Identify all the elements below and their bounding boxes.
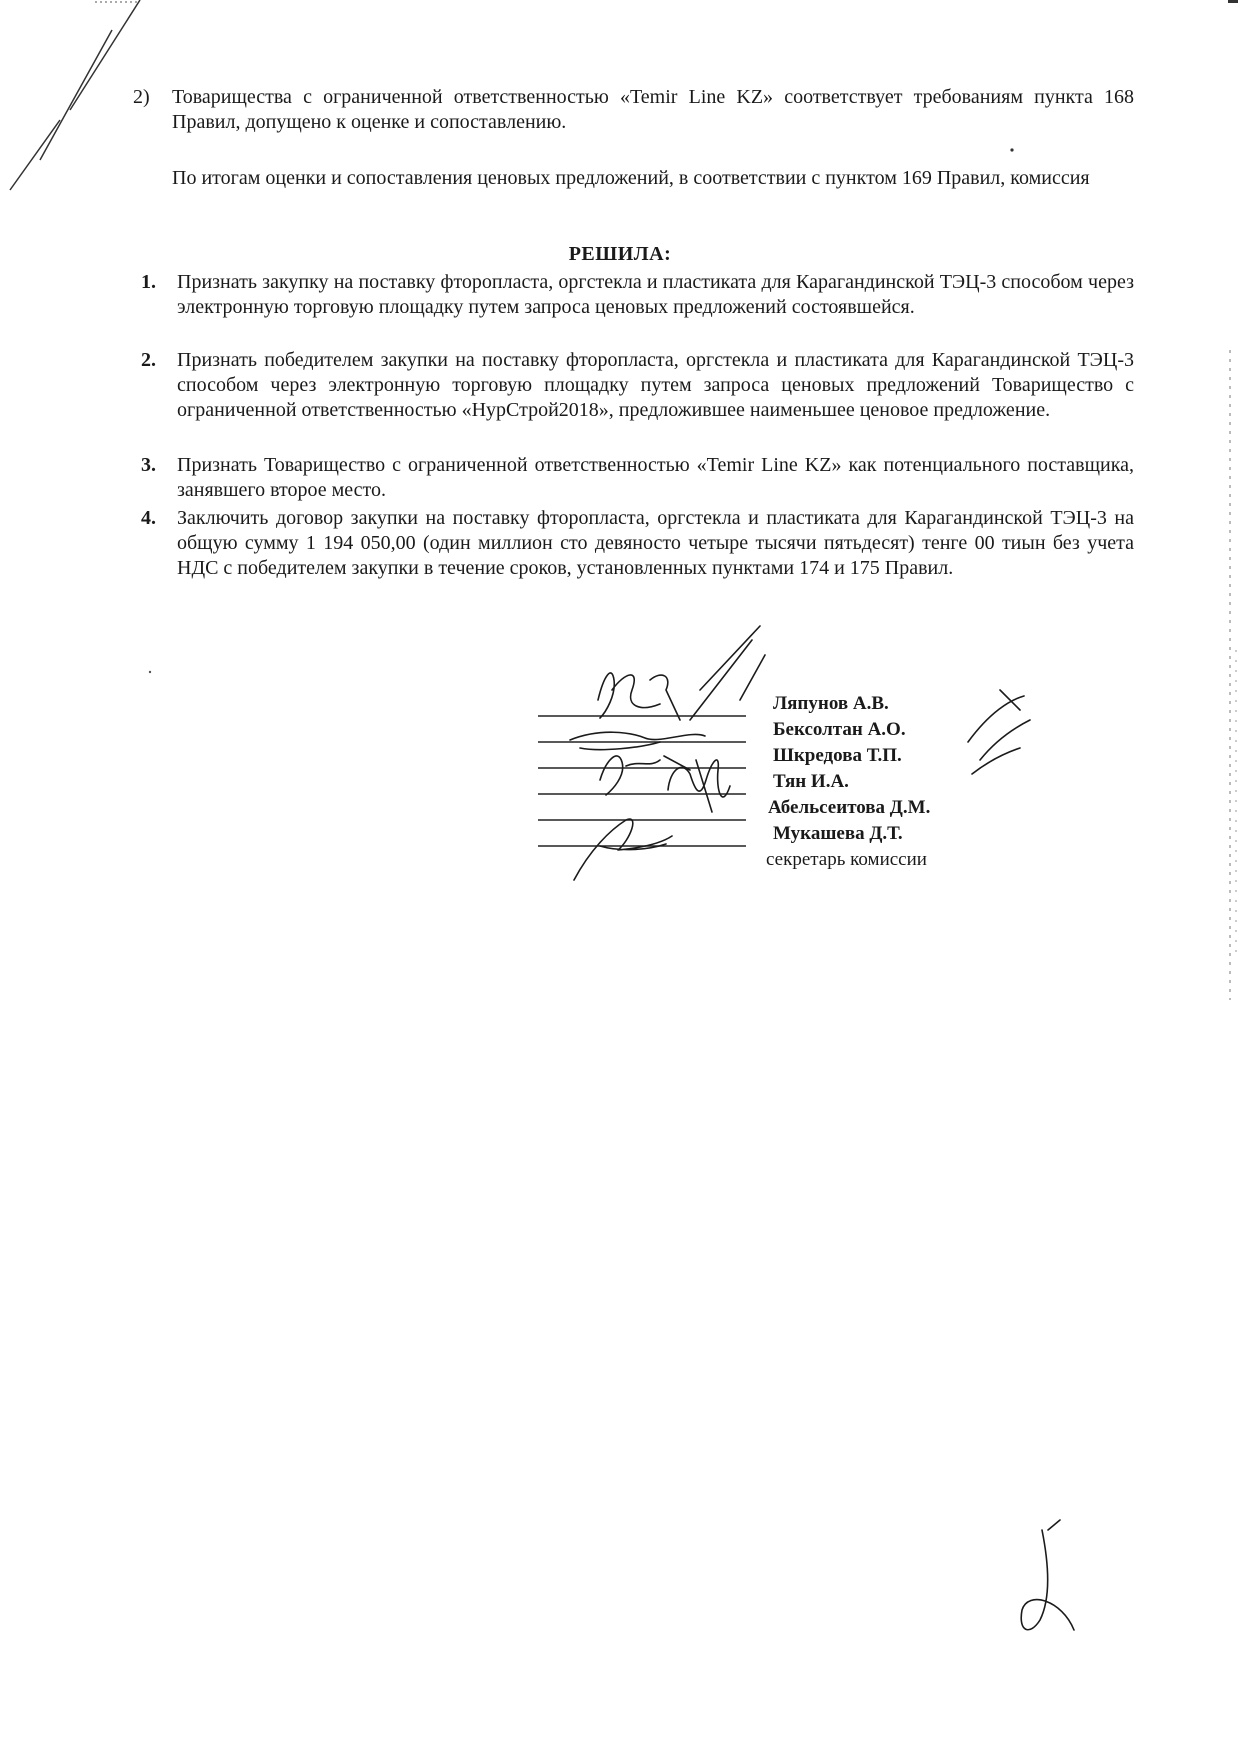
decision-text: Признать закупку на поставку фторопласта, оргстекла и пластиката для Карагандинской ТЭЦ-3 способом через электронную торговую площадку путем запроса ценовых предложений состоявшейся. (177, 271, 1134, 318)
intro-item-text: Товарищества с ограниченной ответственностью «Temir Line KZ» соответствует требованиям пункта 168 Правил, допущено к оценке и сопоставлению. (172, 86, 1134, 133)
summary-paragraph: По итогам оценки и сопоставления ценовых предложений, в соответствии с пунктом 169 Правил, комиссия (172, 167, 1090, 189)
secretary-label: секретарь комиссии (766, 849, 927, 870)
decision-number: 2. (141, 349, 156, 371)
decision-title: РЕШИЛА: (568, 243, 672, 265)
decision-number: 1. (141, 271, 156, 293)
decision-text: Признать Товарищество с ограниченной ответственностью «Temir Line KZ» как потенциального поставщика, занявшего второе место. (177, 454, 1134, 501)
decision-text: Признать победителем закупки на поставку фторопласта, оргстекла и пластиката для Карагандинской ТЭЦ-3 способом через электронную торговую площадку путем запроса ценовых предложений Товарищество с ограниченной ответственностью «НурСтрой2018», предложившее наименьшее ценовое предложение. (177, 349, 1134, 421)
decision-number: 4. (141, 507, 156, 529)
signatory-name: Абельсеитова Д.М. (768, 797, 931, 818)
signatory-name: Мукашева Д.Т. (773, 823, 903, 844)
signatory-name: Ляпунов А.В. (773, 693, 889, 714)
decision-text: Заключить договор закупки на поставку фторопласта, оргстекла и пластиката для Карагандинской ТЭЦ-3 на общую сумму 1 194 050,00 (один миллион сто девяносто четыре тысячи пятьдесят) тенге 00 тиын без учета НДС с победителем закупки в течение сроков, установленных пунктами 174 и 175 Правил. (177, 507, 1134, 579)
decision-number: 3. (141, 454, 156, 476)
intro-item-number: 2) (133, 86, 150, 108)
signatory-name: Тян И.А. (773, 771, 849, 792)
signatory-name: Бексолтан А.О. (773, 719, 906, 740)
signatory-name: Шкредова Т.П. (773, 745, 902, 766)
